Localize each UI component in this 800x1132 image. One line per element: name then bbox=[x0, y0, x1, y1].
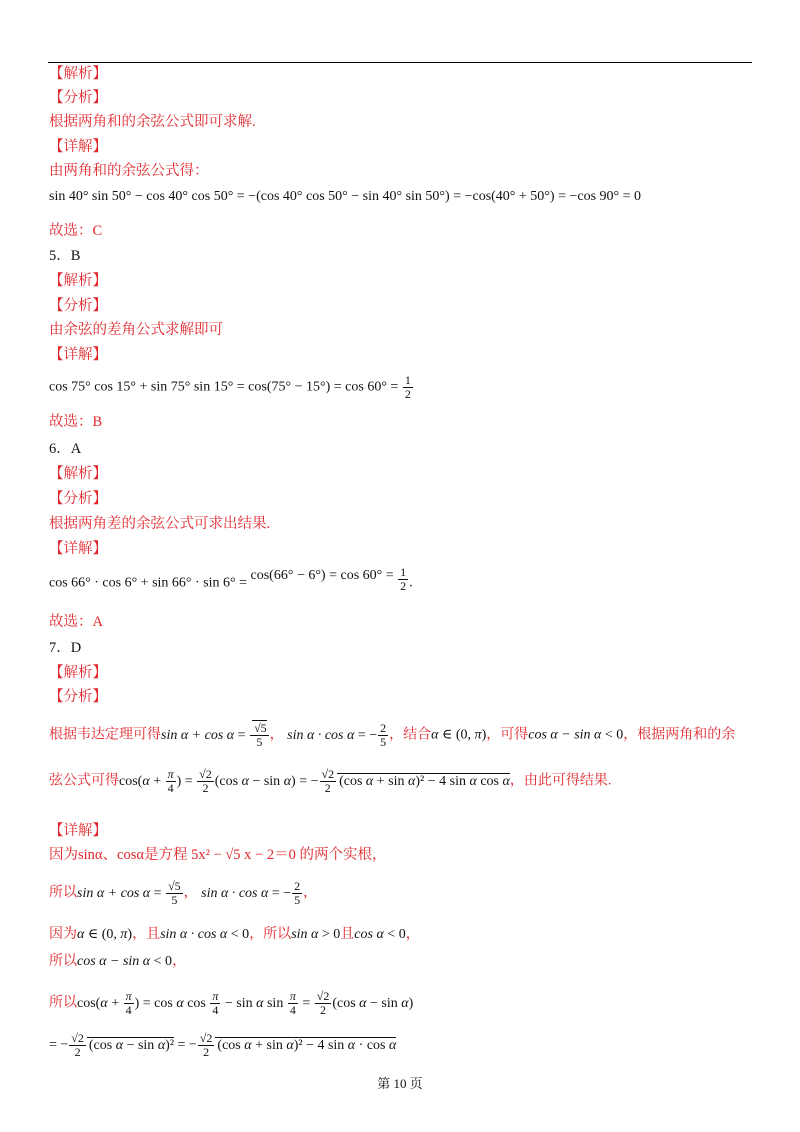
q6-fraction bbox=[398, 566, 408, 593]
q7-step1: 所以sin α + cos α = $\frac{√5}{5}$ ， sin α · cos α = − $\frac{2}{5}$ ， bbox=[49, 879, 318, 907]
q7-step4: 所以cos(α + $\frac{\pi}{4}$ ) = cos α cos $\frac{\pi}{4}$ − sin α sin $\frac{\pi}{4}$ = $\frac{√2}{2}$ (cos α − sin α) bbox=[49, 989, 414, 1017]
q7-given-a: 因为 bbox=[49, 847, 78, 863]
q7-given bbox=[49, 846, 387, 864]
label-jiexi: 【解析】 bbox=[49, 665, 107, 681]
q6-heading: 6．A bbox=[49, 441, 82, 457]
q6-formula-left: cos 66° · cos 6° + sin 66° · sin 6° = bbox=[49, 575, 248, 591]
q7-step2: 因为α ∈ (0, π)，且sin α · cos α < 0，所以sin α > 0且cos α < 0， bbox=[49, 927, 420, 942]
q7-fenxi-line1: 根据韦达定理可得sin α + cos α = $\frac{√5}{5}$ ， sin α · cos α = − $\frac{2}{5}$ ，结合α ∈ (0, π)，可得cos α − sin α < 0，根据两角和的余 bbox=[49, 721, 736, 749]
page-footer: 第 10 页 bbox=[377, 1076, 423, 1091]
q7-fenxi-l1-a: 根据韦达定理可得 bbox=[49, 727, 161, 743]
q5-answer: 故选：B bbox=[49, 414, 103, 430]
q7-fenxi-l1-b: ， bbox=[269, 727, 284, 743]
q7-given-b: sinα、cosα bbox=[78, 847, 144, 863]
q5-fenxi-text: 由余弦的差角公式求解即可 bbox=[49, 322, 223, 338]
label-xiangjie: 【详解】 bbox=[49, 139, 107, 155]
fraction-numerator: 1 bbox=[404, 373, 411, 387]
q7-given-eq: 5x² − √5 x − 2＝0 bbox=[191, 847, 296, 863]
header-rule bbox=[48, 62, 752, 63]
q5-fraction bbox=[403, 374, 413, 401]
q7-given-c: 是方程 bbox=[143, 847, 188, 863]
q7-fenxi-l2-b: ，由此可得结果. bbox=[509, 773, 612, 789]
q7-suoyi: 所以 bbox=[49, 995, 77, 1011]
label-fenxi: 【分析】 bbox=[49, 298, 107, 314]
q7-fenxi-l1-d: ，可得 bbox=[486, 727, 529, 743]
q7-step5: = − $\frac{√2}{2}$ (cos α − sin α)² = − $\frac{√2}{2}$ (cos α + sin α)² − 4 sin α · cos α bbox=[49, 1031, 397, 1059]
q4-fenxi-text: 根据两角和的余弦公式即可求解. bbox=[49, 114, 256, 130]
q7-suoyi2: ，所以 bbox=[249, 927, 292, 942]
label-jiexi: 【解析】 bbox=[49, 273, 107, 289]
q7-step3: 所以cos α − sin α < 0， bbox=[49, 954, 187, 969]
label-xiangjie: 【详解】 bbox=[49, 347, 107, 363]
q5-formula bbox=[49, 374, 414, 401]
fraction-denominator: 2 bbox=[404, 387, 411, 401]
label-jiexi: 【解析】 bbox=[49, 466, 107, 482]
q7-suoyi: 所以 bbox=[49, 954, 77, 969]
q6-formula-mid: cos(66° − 6°) = cos 60° = bbox=[250, 567, 394, 583]
q7-fenxi-l1-c: ，结合 bbox=[389, 727, 432, 743]
fraction-numerator: 1 bbox=[400, 565, 407, 579]
q4-answer: 故选：C bbox=[49, 223, 103, 239]
fraction-denominator: 2 bbox=[400, 579, 407, 593]
q7-given-d: 的两个实根， bbox=[299, 847, 387, 863]
label-fenxi: 【分析】 bbox=[49, 689, 107, 705]
q6-answer: 故选：A bbox=[49, 614, 103, 630]
label-fenxi: 【分析】 bbox=[49, 491, 107, 507]
q4-xiangjie-text: 由两角和的余弦公式得： bbox=[49, 163, 209, 179]
q7-qie2: 且 bbox=[340, 927, 355, 942]
label-xiangjie: 【详解】 bbox=[49, 823, 107, 839]
q7-fenxi-line2: 弦公式可得cos(α + $\frac{\pi}{4}$ ) = $\frac{√2}{2}$ (cos α − sin α) = − $\frac{√2}{2}$ (cos α + sin α)² − 4 sin α cos α，由此可得结果. bbox=[49, 767, 612, 795]
q6-formula: cos 66° · cos 6° + sin 66° · sin 6° = cos(66° − 6°) = cos 60° = $\frac{1}{2}$ . bbox=[49, 565, 413, 593]
label-fenxi: 【分析】 bbox=[49, 90, 107, 106]
q5-formula-left: cos 75° cos 15° + sin 75° sin 15° = cos(75° − 15°) = cos 60° = bbox=[49, 379, 399, 395]
q7-fenxi-l2-a: 弦公式可得 bbox=[49, 773, 119, 789]
q6-fenxi-text: 根据两角差的余弦公式可求出结果. bbox=[49, 516, 271, 532]
q4-formula: sin 40° sin 50° − cos 40° cos 50° = −(cos 40° cos 50° − sin 40° sin 50°) = −cos(40° + 50°) = −cos 90° = 0 bbox=[49, 189, 642, 204]
q7-suoyi: 所以 bbox=[49, 885, 77, 901]
q5-heading: 5．B bbox=[49, 248, 81, 264]
q7-qie: ，且 bbox=[132, 927, 161, 942]
q7-yinwei: 因为 bbox=[49, 927, 77, 942]
q7-heading: 7．D bbox=[49, 640, 82, 656]
q7-fenxi-l1-e: ，根据两角和的余 bbox=[623, 727, 736, 743]
label-jiexi: 【解析】 bbox=[49, 66, 107, 82]
label-xiangjie: 【详解】 bbox=[49, 541, 107, 557]
